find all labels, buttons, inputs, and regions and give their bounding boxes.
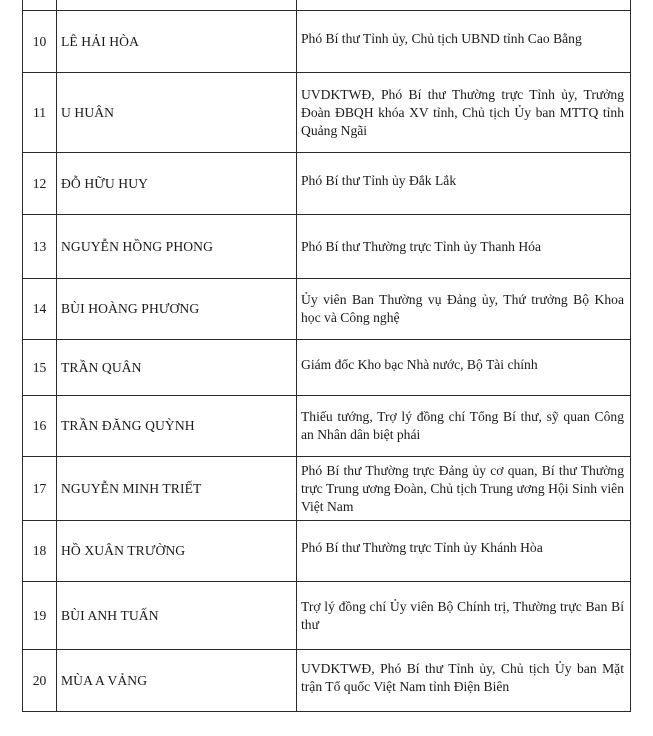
row-number: 20 <box>23 650 57 712</box>
person-name: BÙI ANH TUẤN <box>57 582 297 650</box>
person-name <box>57 0 297 11</box>
person-position <box>297 521 631 582</box>
person-position: Trợ lý đồng chí Ủy viên Bộ Chính trị, Thường trực Ban Bí thư <box>297 582 631 650</box>
person-name: LÊ HẢI HÒA <box>57 11 297 73</box>
row-number <box>23 0 57 11</box>
person-name: HỒ XUÂN TRƯỜNG <box>57 521 297 582</box>
person-name: NGUYỄN MINH TRIẾT <box>57 457 297 521</box>
row-number: 18 <box>23 521 57 582</box>
position-text: Giám đốc Kho bạc Nhà nước, Bộ Tài chính <box>301 356 538 372</box>
person-name: MÙA A VẢNG <box>57 650 297 712</box>
table-row <box>23 215 631 279</box>
person-position: UVDKTWĐ, Phó Bí thư Thường trực Tỉnh ủy, Trưởng Đoàn ĐBQH khóa XV tỉnh, Chủ tịch Ủy ban MTTQ tỉnh Quảng Ngãi <box>297 73 631 153</box>
person-position: Thiếu tướng, Trợ lý đồng chí Tổng Bí thư, sỹ quan Công an Nhân dân biệt phái <box>297 396 631 457</box>
person-name: BÙI HOÀNG PHƯƠNG <box>57 279 297 340</box>
position-text: Phó Bí thư Thường trực Tỉnh ủy Khánh Hòa <box>301 540 543 555</box>
person-name: ĐỖ HỮU HUY <box>57 153 297 215</box>
row-number: 19 <box>23 582 57 650</box>
person-position: Ủy viên Ban Thường vụ Đảng ủy, Thứ trưởng Bộ Khoa học và Công nghệ <box>297 279 631 340</box>
row-number: 11 <box>23 73 57 153</box>
row-number: 14 <box>23 279 57 340</box>
table-row <box>23 340 631 396</box>
person-position <box>297 0 631 11</box>
table-row <box>23 11 631 73</box>
table-row <box>23 279 631 340</box>
table-row <box>23 73 631 153</box>
table-row <box>23 457 631 521</box>
table-row <box>23 582 631 650</box>
table-row <box>23 0 631 11</box>
position-text: Phó Bí thư Tỉnh ủy Đắk Lắk <box>301 172 457 188</box>
row-number: 15 <box>23 340 57 396</box>
row-number: 10 <box>23 11 57 73</box>
person-position: Phó Bí thư Thường trực Đảng ủy cơ quan, Bí thư Thường trực Trung ương Đoàn, Chủ tịch Trung ương Hội Sinh viên Việt Nam <box>297 457 631 521</box>
row-number: 16 <box>23 396 57 457</box>
person-name: NGUYỄN HỒNG PHONG <box>57 215 297 279</box>
position-text: UVDKTWĐ, Phó Bí thư Tỉnh ủy, Chủ tịch Ủy ban Mặt trận Tổ quốc Việt Nam tỉnh Điện Biên <box>301 660 624 694</box>
row-number: 13 <box>23 215 57 279</box>
person-name: TRẦN QUÂN <box>57 340 297 396</box>
personnel-table <box>22 0 631 712</box>
person-name: TRẦN ĐĂNG QUỲNH <box>57 396 297 457</box>
person-position <box>297 153 631 215</box>
person-position <box>297 650 631 712</box>
row-number: 17 <box>23 457 57 521</box>
person-position <box>297 11 631 73</box>
position-text: Phó Bí thư Tỉnh ủy, Chủ tịch UBND tỉnh Cao Bằng <box>301 30 582 46</box>
table-row <box>23 153 631 215</box>
table-row <box>23 521 631 582</box>
person-position: Phó Bí thư Thường trực Tỉnh ủy Thanh Hóa <box>297 215 631 279</box>
row-number: 12 <box>23 153 57 215</box>
person-position <box>297 340 631 396</box>
table-row <box>23 650 631 712</box>
person-name: U HUÂN <box>57 73 297 153</box>
table-row <box>23 396 631 457</box>
